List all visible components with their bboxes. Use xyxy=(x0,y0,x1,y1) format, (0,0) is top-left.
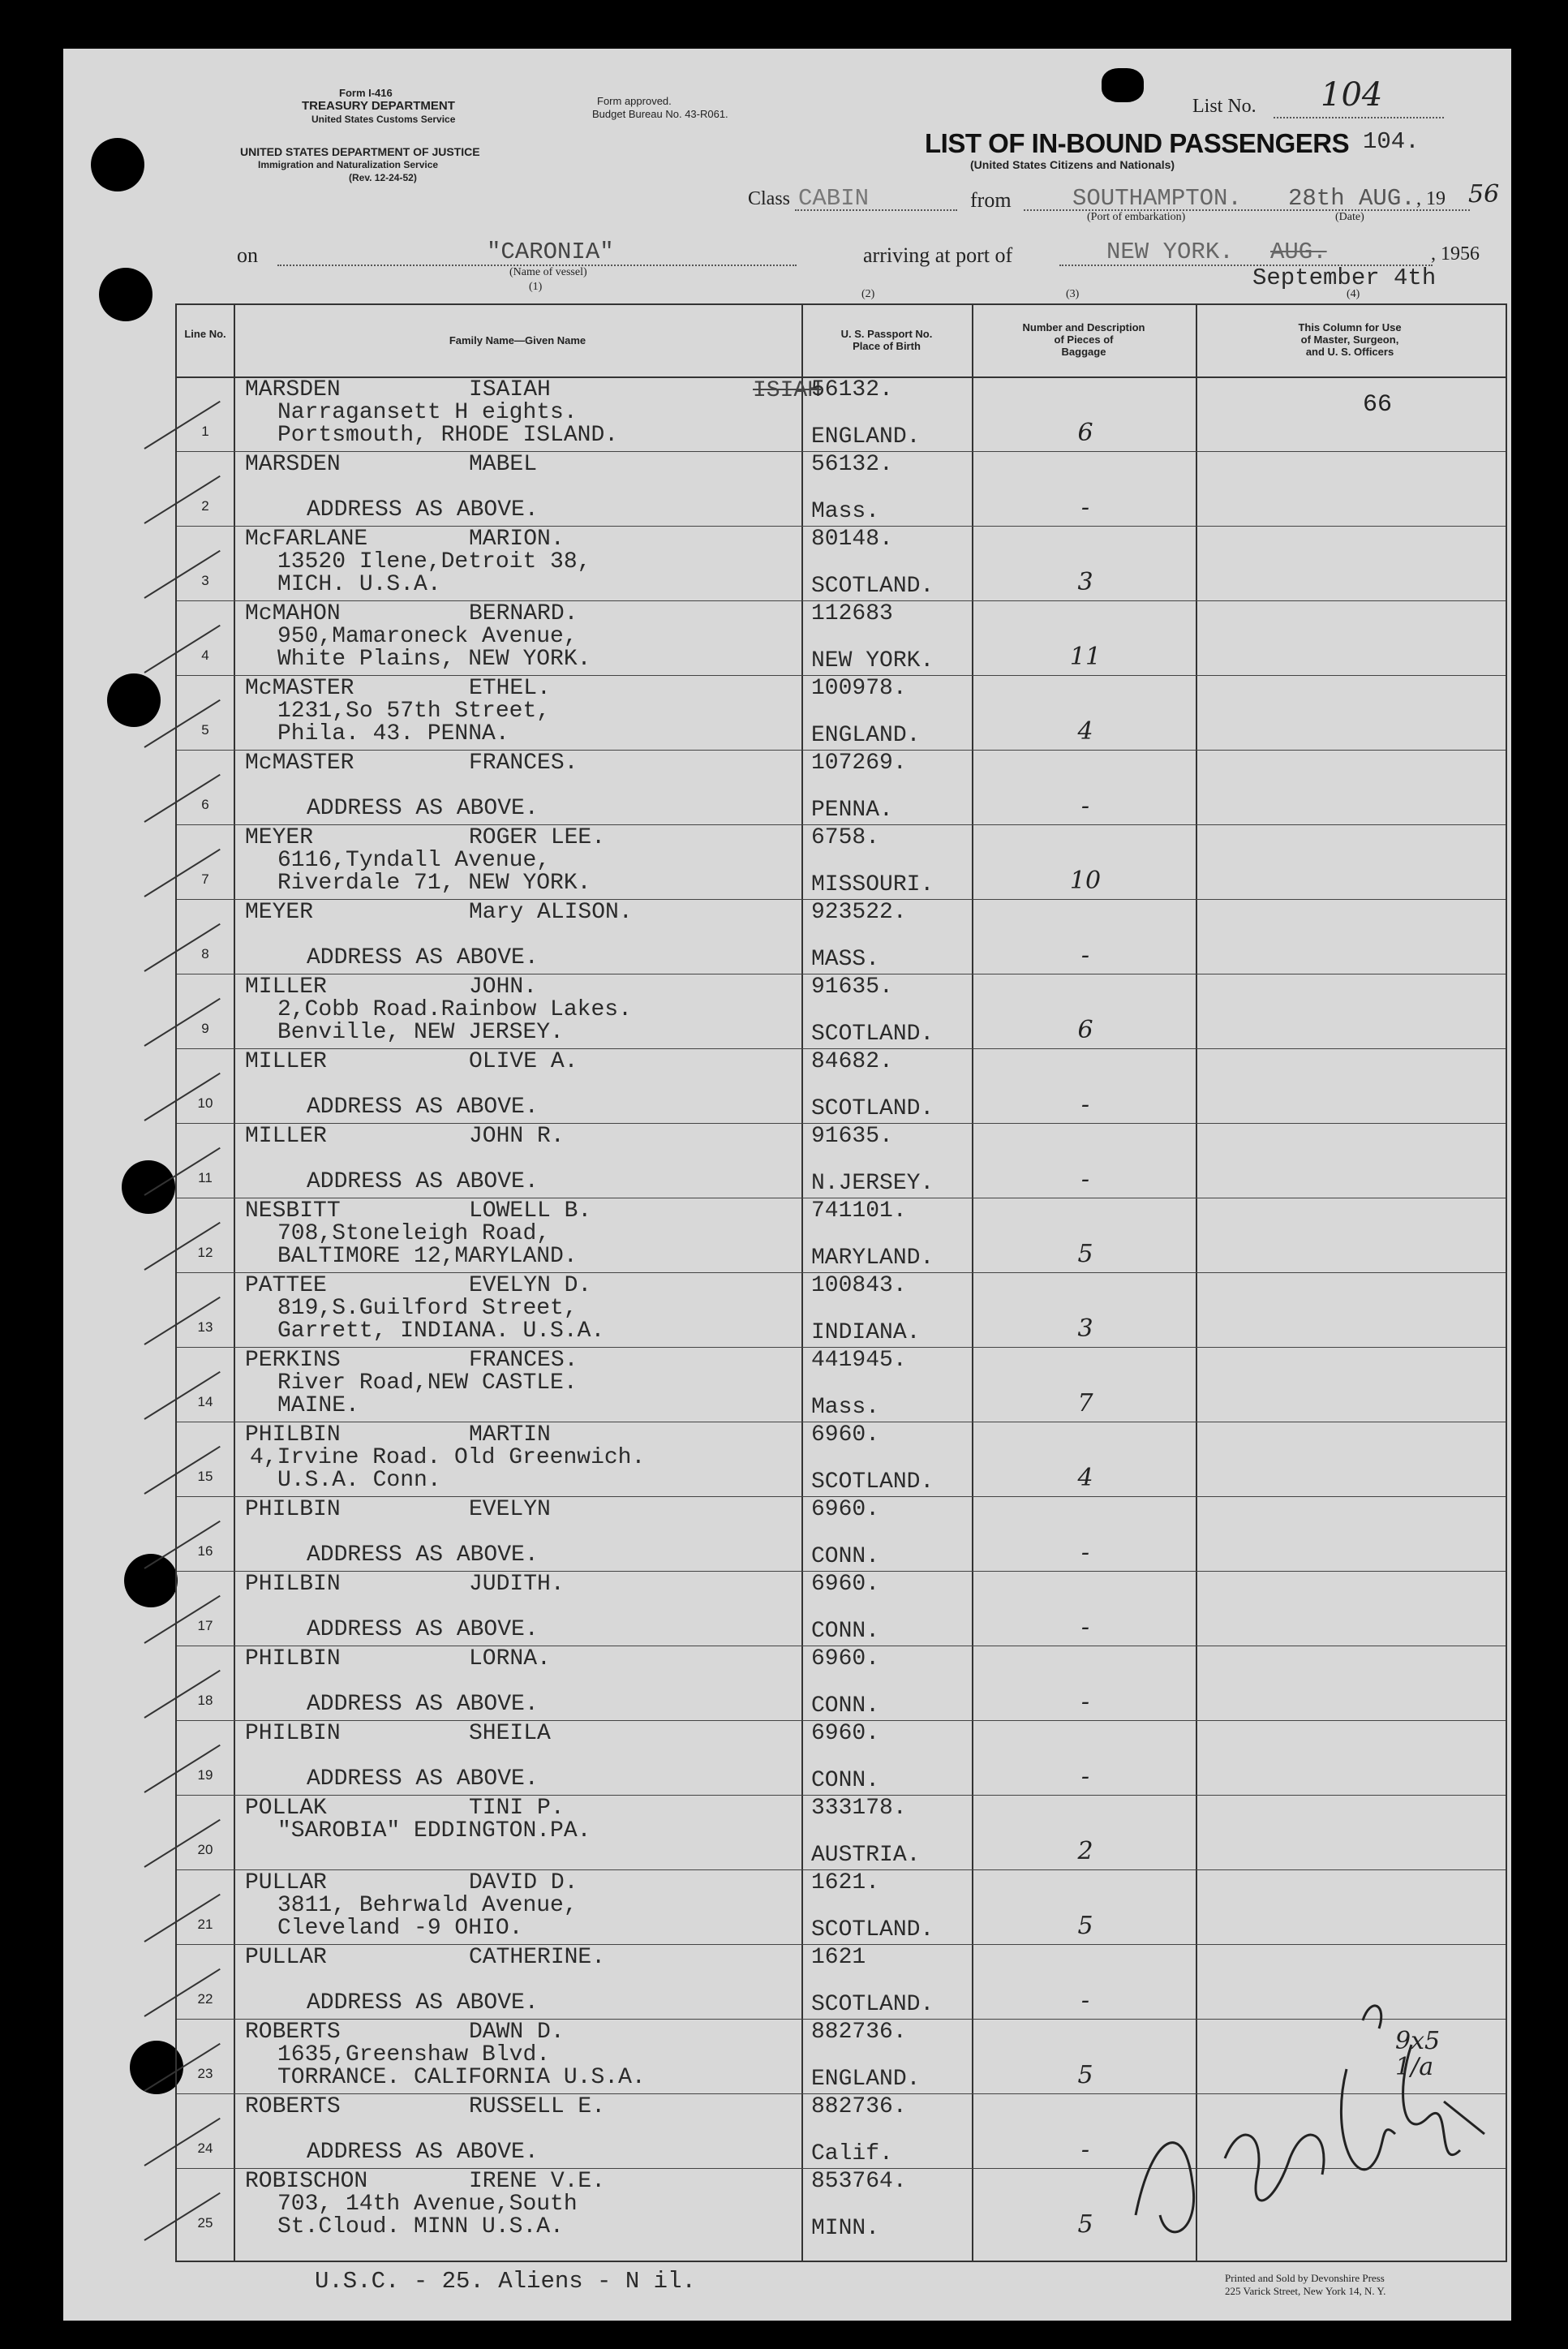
line-number: 13 xyxy=(197,1319,213,1335)
given-name: ROGER LEE. xyxy=(469,825,606,850)
place-of-birth: AUSTRIA. xyxy=(811,1843,921,1868)
address-line-2: ADDRESS AS ABOVE. xyxy=(307,796,539,821)
punch-hole xyxy=(124,1554,178,1607)
table-row xyxy=(177,1347,1506,1422)
place-of-birth: MASS. xyxy=(811,947,880,972)
address-line-2: BALTIMORE 12,MARYLAND. xyxy=(277,1244,578,1269)
given-name: IRENE V.E. xyxy=(469,2169,606,2194)
family-name: McMASTER xyxy=(245,676,354,701)
family-name: ROBISCHON xyxy=(245,2169,368,2194)
arrival-date: September 4th xyxy=(1252,265,1437,291)
given-name: OLIVE A. xyxy=(469,1049,578,1074)
baggage-count: 11 xyxy=(1069,643,1102,671)
passport-number: 923522. xyxy=(811,900,907,925)
baggage-count: - xyxy=(1080,792,1090,820)
table-row xyxy=(177,824,1506,899)
table-row xyxy=(177,600,1506,675)
place-of-birth: N.JERSEY. xyxy=(811,1171,934,1196)
family-name: PULLAR xyxy=(245,1870,327,1895)
given-name: DAWN D. xyxy=(469,2020,565,2045)
family-name: PHILBIN xyxy=(245,1646,341,1671)
list-no-label: List No. xyxy=(1192,96,1257,117)
family-name: PHILBIN xyxy=(245,1422,341,1448)
line-number: 24 xyxy=(197,2140,213,2156)
year-prefix: , 19 xyxy=(1416,188,1446,209)
baggage-count: 10 xyxy=(1069,867,1102,895)
col-baggage: Number and Description of Pieces of Baggage xyxy=(1022,321,1145,358)
form-approved: Form approved. xyxy=(597,95,672,107)
col-baggage-number: (3) xyxy=(1066,288,1080,300)
passport-number: 441945. xyxy=(811,1348,907,1373)
address-line-2: White Plains, NEW YORK. xyxy=(277,647,591,672)
passport-number: 91635. xyxy=(811,1124,893,1149)
line-number: 5 xyxy=(201,722,209,738)
ins-service: Immigration and Naturalization Service xyxy=(258,159,439,170)
place-of-birth: SCOTLAND. xyxy=(811,1992,934,2017)
line-number: 25 xyxy=(197,2215,213,2231)
address-line-1: 950,Mamaroneck Avenue, xyxy=(277,624,578,649)
given-name: EVELYN xyxy=(469,1497,551,1522)
given-name: Mary ALISON. xyxy=(469,900,633,925)
given-name: LOWELL B. xyxy=(469,1198,592,1224)
address-line-1: "SAROBIA" EDDINGTON.PA. xyxy=(277,1818,591,1843)
address-line-2: ADDRESS AS ABOVE. xyxy=(307,2140,539,2165)
line-number: 7 xyxy=(201,871,209,887)
col-passport: U. S. Passport No. Place of Birth xyxy=(840,328,933,352)
baggage-count: 3 xyxy=(1077,568,1093,596)
table-row xyxy=(177,376,1506,451)
passport-number: 100843. xyxy=(811,1273,907,1298)
table-row xyxy=(177,974,1506,1048)
passport-number: 853764. xyxy=(811,2169,907,2194)
address-line-2: ADDRESS AS ABOVE. xyxy=(307,945,539,970)
passport-number: 6960. xyxy=(811,1497,880,1522)
address-line-1: 4,Irvine Road. Old Greenwich. xyxy=(250,1445,646,1470)
given-name: ISAIAH xyxy=(469,377,551,402)
baggage-count: 4 xyxy=(1077,1464,1093,1492)
address-line-2: TORRANCE. CALIFORNIA U.S.A. xyxy=(277,2065,646,2090)
family-name: MEYER xyxy=(245,900,314,925)
family-name: McMASTER xyxy=(245,751,354,776)
page-title: LIST OF IN-BOUND PASSENGERS xyxy=(925,128,1350,158)
place-of-birth: CONN. xyxy=(811,1544,880,1569)
class-label: Class xyxy=(748,188,791,209)
family-name: PATTEE xyxy=(245,1273,327,1298)
address-line-1: Narragansett H eights. xyxy=(277,400,578,425)
page-subtitle: (United States Citizens and Nationals) xyxy=(970,158,1175,171)
table-row xyxy=(177,1646,1506,1720)
baggage-count: - xyxy=(1080,1538,1090,1567)
baggage-count: 4 xyxy=(1077,717,1093,746)
address-line-1: 1231,So 57th Street, xyxy=(277,699,551,724)
given-name: TINI P. xyxy=(469,1796,565,1821)
given-name: JOHN R. xyxy=(469,1124,565,1149)
departure-date: 28th AUG. xyxy=(1288,185,1415,212)
address-line-1: 708,Stoneleigh Road, xyxy=(277,1221,551,1246)
table-row xyxy=(177,750,1506,824)
address-line-2: MICH. U.S.A. xyxy=(277,572,441,597)
baggage-count: 7 xyxy=(1077,1389,1093,1418)
baggage-count: - xyxy=(1080,941,1090,970)
baggage-count: 3 xyxy=(1077,1314,1093,1343)
place-of-birth: CONN. xyxy=(811,1619,880,1644)
family-name: McMAHON xyxy=(245,601,341,626)
line-number: 1 xyxy=(201,424,209,439)
col-officers-number: (4) xyxy=(1347,288,1360,300)
table-row xyxy=(177,1869,1506,1944)
col-line-no: Line No. xyxy=(184,328,226,340)
passenger-table xyxy=(175,303,1507,2262)
table-row xyxy=(177,451,1506,526)
passport-number: 91635. xyxy=(811,974,893,1000)
address-line-2: ADDRESS AS ABOVE. xyxy=(307,1990,539,2016)
table-row xyxy=(177,1422,1506,1496)
address-line-2: St.Cloud. MINN U.S.A. xyxy=(277,2214,564,2239)
date-caption: (Date) xyxy=(1335,211,1364,223)
given-name: BERNARD. xyxy=(469,601,578,626)
budget-bureau: Budget Bureau No. 43-R061. xyxy=(592,108,728,120)
officer-signature xyxy=(1103,1972,1493,2264)
given-name: LORNA. xyxy=(469,1646,551,1671)
address-line-1: 2,Cobb Road.Rainbow Lakes. xyxy=(277,997,632,1022)
punch-hole xyxy=(91,138,144,191)
line-number: 20 xyxy=(197,1842,213,1857)
line-number: 14 xyxy=(197,1394,213,1409)
family-name: ROBERTS xyxy=(245,2094,341,2119)
table-row xyxy=(177,1198,1506,1272)
table-row xyxy=(177,1496,1506,1571)
family-name: PHILBIN xyxy=(245,1572,341,1597)
address-line-1: 1635,Greenshaw Blvd. xyxy=(277,2042,551,2067)
vessel-caption-number: (1) xyxy=(529,281,543,293)
baggage-count: - xyxy=(1080,1091,1090,1119)
family-name: MEYER xyxy=(245,825,314,850)
address-line-2: ADDRESS AS ABOVE. xyxy=(307,1766,539,1792)
baggage-count: 6 xyxy=(1077,419,1093,447)
arrival-port: NEW YORK. xyxy=(1106,239,1234,265)
passport-number: 56132. xyxy=(811,377,893,402)
address-line-2: ADDRESS AS ABOVE. xyxy=(307,1169,539,1194)
place-of-birth: MARYLAND. xyxy=(811,1245,934,1271)
printer-line-1: Printed and Sold by Devonshire Press xyxy=(1225,2272,1385,2284)
list-no-handwritten: 104 xyxy=(1321,76,1383,114)
table-row xyxy=(177,1123,1506,1198)
place-of-birth: CONN. xyxy=(811,1768,880,1793)
place-of-birth: SCOTLAND. xyxy=(811,574,934,599)
given-name: MARION. xyxy=(469,527,565,552)
passport-number: 6960. xyxy=(811,1721,880,1746)
vessel-caption: (Name of vessel) xyxy=(509,266,587,278)
table-row xyxy=(177,899,1506,974)
printer-line-2: 225 Varick Street, New York 14, N. Y. xyxy=(1225,2285,1386,2297)
vessel-name: "CARONIA" xyxy=(487,239,614,265)
table-row xyxy=(177,675,1506,750)
line-number: 8 xyxy=(201,946,209,962)
line-number: 11 xyxy=(198,1170,213,1185)
address-line-2: Garrett, INDIANA. U.S.A. xyxy=(277,1319,605,1344)
address-line-2: Cleveland -9 OHIO. xyxy=(277,1916,523,1941)
given-name: EVELYN D. xyxy=(469,1273,592,1298)
line-number: 10 xyxy=(197,1095,213,1111)
baggage-count: - xyxy=(1080,1688,1090,1716)
passport-number: 741101. xyxy=(811,1198,907,1224)
line-number: 9 xyxy=(201,1021,209,1036)
table-row xyxy=(177,1272,1506,1347)
address-line-1: 703, 14th Avenue,South xyxy=(277,2192,578,2217)
passport-number: 333178. xyxy=(811,1796,907,1821)
baggage-count: - xyxy=(1080,1986,1090,2015)
punch-hole xyxy=(107,673,161,727)
baggage-count: - xyxy=(1080,1165,1090,1194)
margin-note: 9x5 1/a xyxy=(1395,2027,1441,2081)
address-line-1: 13520 Ilene,Detroit 38, xyxy=(277,549,591,574)
place-of-birth: MINN. xyxy=(811,2216,880,2241)
given-name: FRANCES. xyxy=(469,1348,578,1373)
address-line-1: 819,S.Guilford Street, xyxy=(277,1296,578,1321)
list-no-typed: 104. xyxy=(1363,128,1420,155)
form-number: Form I-416 xyxy=(339,87,393,99)
justice-dept: UNITED STATES DEPARTMENT OF JUSTICE xyxy=(240,145,480,158)
family-name: PHILBIN xyxy=(245,1497,341,1522)
place-of-birth: INDIANA. xyxy=(811,1320,921,1345)
passport-number: 6960. xyxy=(811,1422,880,1448)
address-line-1: 6116,Tyndall Avenue, xyxy=(277,848,551,873)
line-number: 17 xyxy=(197,1618,213,1633)
baggage-count: - xyxy=(1080,1762,1090,1791)
family-name: MILLER xyxy=(245,974,327,1000)
given-name: JUDITH. xyxy=(469,1572,565,1597)
given-name: MABEL xyxy=(469,452,538,477)
port-embarkation: SOUTHAMPTON. xyxy=(1072,185,1242,212)
passport-number: 107269. xyxy=(811,751,907,776)
place-of-birth: PENNA. xyxy=(811,798,893,823)
arriving-label: arriving at port of xyxy=(863,243,1013,267)
from-label: from xyxy=(970,188,1012,212)
place-of-birth: Mass. xyxy=(811,1395,880,1420)
baggage-count: - xyxy=(1080,493,1090,522)
passport-number: 56132. xyxy=(811,452,893,477)
place-of-birth: SCOTLAND. xyxy=(811,1022,934,1047)
passport-number: 112683 xyxy=(811,601,893,626)
place-of-birth: ENGLAND. xyxy=(811,2067,921,2092)
place-of-birth: ENGLAND. xyxy=(811,424,921,450)
place-of-birth: Calif. xyxy=(811,2141,893,2166)
place-of-birth: NEW YORK. xyxy=(811,648,934,673)
year-handwritten: 56 xyxy=(1468,180,1500,209)
line-number: 16 xyxy=(197,1543,213,1559)
given-name: ETHEL. xyxy=(469,676,551,701)
baggage-count: 5 xyxy=(1077,1912,1093,1940)
table-row xyxy=(177,1048,1506,1123)
col-officers: This Column for Use of Master, Surgeon, and U. S. Officers xyxy=(1298,321,1402,358)
col-name: Family Name—Given Name xyxy=(449,334,586,346)
place-of-birth: CONN. xyxy=(811,1693,880,1719)
passport-number: 80148. xyxy=(811,527,893,552)
line-number: 19 xyxy=(197,1767,213,1783)
baggage-count: - xyxy=(1080,1613,1090,1641)
line-number: 18 xyxy=(197,1693,213,1708)
address-line-2: Portsmouth, RHODE ISLAND. xyxy=(277,423,619,448)
passport-number: 6960. xyxy=(811,1646,880,1671)
col-passport-number: (2) xyxy=(861,288,875,300)
family-name: MILLER xyxy=(245,1049,327,1074)
address-line-2: ADDRESS AS ABOVE. xyxy=(307,1692,539,1717)
given-name: SHEILA xyxy=(469,1721,551,1746)
address-line-2: MAINE. xyxy=(277,1393,359,1418)
punch-hole xyxy=(99,268,153,321)
address-line-2: ADDRESS AS ABOVE. xyxy=(307,1095,539,1120)
baggage-count: 6 xyxy=(1077,1016,1093,1044)
family-name: NESBITT xyxy=(245,1198,341,1224)
given-name: CATHERINE. xyxy=(469,1945,606,1970)
table-row xyxy=(177,1795,1506,1869)
family-name: ROBERTS xyxy=(245,2020,341,2045)
line-number: 3 xyxy=(201,573,209,588)
baggage-count: - xyxy=(1080,2136,1090,2164)
family-name: MILLER xyxy=(245,1124,327,1149)
given-name: FRANCES. xyxy=(469,751,578,776)
revision: (Rev. 12-24-52) xyxy=(349,172,417,183)
address-line-1: 3811, Behrwald Avenue, xyxy=(277,1893,578,1918)
baggage-count: 5 xyxy=(1077,2210,1093,2239)
given-name: DAVID D. xyxy=(469,1870,578,1895)
line-number: 21 xyxy=(197,1917,213,1932)
address-line-2: U.S.A. Conn. xyxy=(277,1468,441,1493)
treasury-dept: TREASURY DEPARTMENT xyxy=(302,99,455,113)
ink-blot xyxy=(1102,68,1144,102)
given-name: JOHN. xyxy=(469,974,538,1000)
line-number: 2 xyxy=(201,498,209,514)
passport-number: 1621 xyxy=(811,1945,866,1970)
passport-number: 882736. xyxy=(811,2020,907,2045)
family-name: PERKINS xyxy=(245,1348,341,1373)
passport-number: 6758. xyxy=(811,825,880,850)
passport-number: 100978. xyxy=(811,676,907,701)
passport-number: 84682. xyxy=(811,1049,893,1074)
family-name: MARSDEN xyxy=(245,452,341,477)
customs-service: United States Customs Service xyxy=(311,114,456,125)
address-line-2: Riverdale 71, NEW YORK. xyxy=(277,871,591,896)
baggage-count: 5 xyxy=(1077,1240,1093,1268)
table-row xyxy=(177,1720,1506,1795)
given-name: MARTIN xyxy=(469,1422,551,1448)
footer-summary: U.S.C. - 25. Aliens - N il. xyxy=(315,2268,696,2295)
passport-number: 6960. xyxy=(811,1572,880,1597)
line-number: 4 xyxy=(201,647,209,663)
address-line-2: ADDRESS AS ABOVE. xyxy=(307,497,539,523)
on-label: on xyxy=(237,243,258,267)
port-embarkation-caption: (Port of embarkation) xyxy=(1087,211,1186,223)
struck-given-name: ISIAH xyxy=(753,378,822,403)
family-name: McFARLANE xyxy=(245,527,368,552)
arrival-year: , 1956 xyxy=(1431,243,1480,265)
place-of-birth: ENGLAND. xyxy=(811,723,921,748)
given-name: RUSSELL E. xyxy=(469,2094,606,2119)
baggage-count: 2 xyxy=(1077,1837,1093,1865)
officer-note: 66 xyxy=(1362,391,1392,419)
place-of-birth: SCOTLAND. xyxy=(811,1917,934,1942)
line-number: 23 xyxy=(197,2066,213,2081)
place-of-birth: Mass. xyxy=(811,499,880,524)
line-number: 15 xyxy=(197,1469,213,1484)
address-line-2: ADDRESS AS ABOVE. xyxy=(307,1542,539,1568)
family-name: POLLAK xyxy=(245,1796,327,1821)
place-of-birth: SCOTLAND. xyxy=(811,1096,934,1121)
baggage-count: 5 xyxy=(1077,2061,1093,2089)
address-line-2: Benville, NEW JERSEY. xyxy=(277,1020,564,1045)
address-line-2: Phila. 43. PENNA. xyxy=(277,721,509,746)
place-of-birth: SCOTLAND. xyxy=(811,1469,934,1495)
place-of-birth: MISSOURI. xyxy=(811,872,934,897)
passport-number: 1621. xyxy=(811,1870,880,1895)
table-row xyxy=(177,526,1506,600)
family-name: PHILBIN xyxy=(245,1721,341,1746)
arrival-month-struck: AUG. xyxy=(1270,239,1327,265)
class-value: CABIN xyxy=(798,185,870,212)
family-name: MARSDEN xyxy=(245,377,341,402)
line-number: 12 xyxy=(197,1245,213,1260)
family-name: PULLAR xyxy=(245,1945,327,1970)
line-number: 22 xyxy=(197,1991,213,2007)
passport-number: 882736. xyxy=(811,2094,907,2119)
table-row xyxy=(177,1571,1506,1646)
address-line-2: ADDRESS AS ABOVE. xyxy=(307,1617,539,1642)
punch-hole xyxy=(122,1160,175,1214)
address-line-1: River Road,NEW CASTLE. xyxy=(277,1370,578,1396)
line-number: 6 xyxy=(201,797,209,812)
